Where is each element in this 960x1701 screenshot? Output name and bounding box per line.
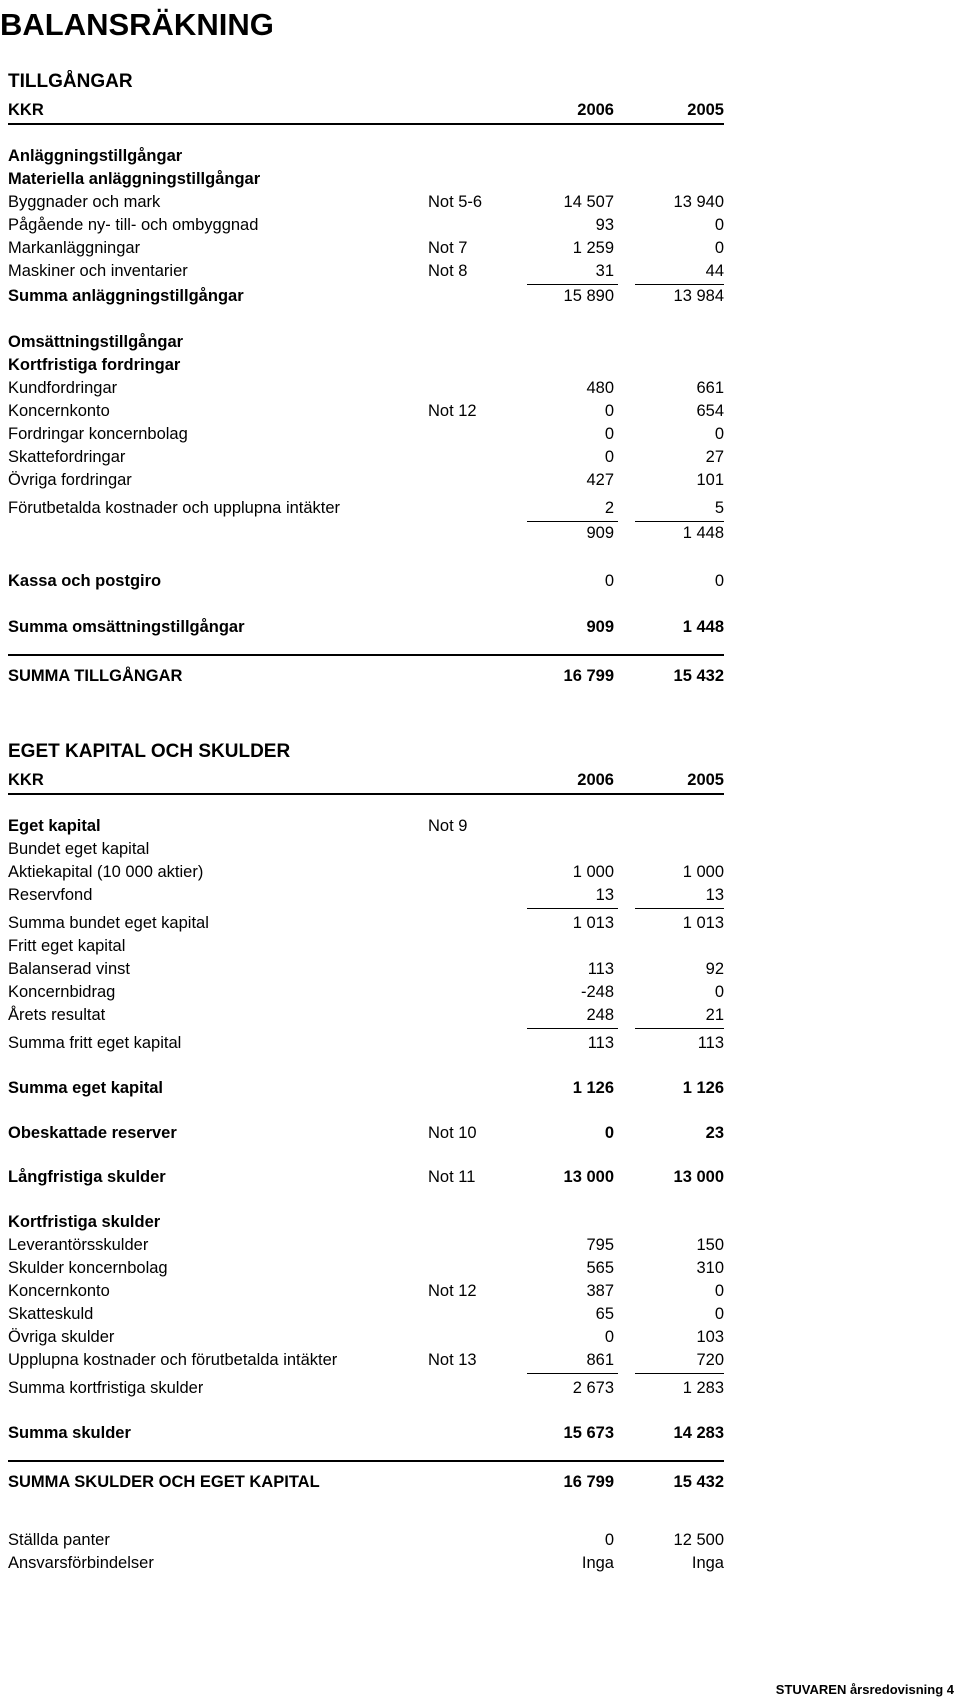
table-row: Koncernbidrag -248 0 (8, 983, 724, 1001)
page-title: BALANSRÄKNING (0, 4, 292, 46)
total-rule (8, 1460, 724, 1462)
table-row: Aktiekapital (10 000 aktier) 1 000 1 000 (8, 863, 724, 881)
table-row: Kassa och postgiro 0 0 (8, 572, 724, 590)
total-rule (8, 654, 724, 656)
table-row: Förutbetalda kostnader och upplupna intäkter 2 5 (8, 499, 724, 517)
subtotal-row: Summa fritt eget kapital 113 113 (8, 1034, 724, 1052)
subtotal-row: Summa kortfristiga skulder 2 673 1 283 (8, 1379, 724, 1397)
underline (527, 1373, 618, 1374)
table-row: Koncernkonto Not 12 0 654 (8, 402, 724, 420)
assets-column-header: KKR 2006 2005 (8, 101, 724, 119)
page-footer: STUVAREN årsredovisning 4 (775, 1682, 954, 1697)
section-heading: Fritt eget kapital (8, 937, 126, 955)
table-row: Markanläggningar Not 7 1 259 0 (8, 239, 724, 257)
section-heading: Materiella anläggningstillgångar (8, 170, 261, 188)
section-heading: Eget kapital Not 9 (8, 817, 468, 835)
underline (635, 908, 724, 909)
table-row: Skulder koncernbolag 565 310 (8, 1259, 724, 1277)
grand-total-row: SUMMA TILLGÅNGAR 16 799 15 432 (8, 667, 724, 685)
total-row: Summa skulder 15 673 14 283 (8, 1424, 724, 1442)
liabilities-column-header: KKR 2006 2005 (8, 771, 724, 789)
total-row: Obeskattade reserver Not 10 0 23 (8, 1124, 724, 1142)
table-row: Upplupna kostnader och förutbetalda intäkter Not 13 861 720 (8, 1351, 724, 1369)
section-heading: Kortfristiga skulder (8, 1213, 161, 1231)
table-row: Skattefordringar 0 27 (8, 448, 724, 466)
table-row: Balanserad vinst 113 92 (8, 960, 724, 978)
total-row: Summa omsättningstillgångar 909 1 448 (8, 618, 724, 636)
total-row: Summa eget kapital 1 126 1 126 (8, 1079, 724, 1097)
header-rule (8, 793, 724, 795)
underline (527, 908, 618, 909)
table-row: Skatteskuld 65 0 (8, 1305, 724, 1323)
table-row: Pågående ny- till- och ombyggnad 93 0 (8, 216, 724, 234)
table-row: Fordringar koncernbolag 0 0 (8, 425, 724, 443)
pledges-row: Ställda panter 0 12 500 (8, 1531, 724, 1549)
subtotal-row: 909 1 448 (586, 524, 724, 542)
total-row: Långfristiga skulder Not 11 13 000 13 000 (8, 1168, 724, 1186)
table-row: Leverantörsskulder 795 150 (8, 1236, 724, 1254)
underline (635, 1373, 724, 1374)
table-row: Byggnader och mark Not 5-6 14 507 13 940 (8, 193, 724, 211)
table-row: Övriga skulder 0 103 (8, 1328, 724, 1346)
table-row: Maskiner och inventarier Not 8 31 44 (8, 262, 724, 280)
subtotal-row: Summa bundet eget kapital 1 013 1 013 (8, 914, 724, 932)
header-rule (8, 123, 724, 125)
assets-heading: TILLGÅNGAR (8, 71, 133, 92)
underline (527, 1028, 618, 1029)
contingent-row: Ansvarsförbindelser Inga Inga (8, 1554, 724, 1572)
grand-total-row: SUMMA SKULDER OCH EGET KAPITAL 16 799 15 432 (8, 1473, 724, 1491)
table-row: Reservfond 13 13 (8, 886, 724, 904)
subtotal-row: Summa anläggningstillgångar 15 890 13 984 (8, 287, 724, 305)
table-row: Årets resultat 248 21 (8, 1006, 724, 1024)
section-heading: Anläggningstillgångar (8, 147, 183, 165)
section-heading: Omsättningstillgångar (8, 333, 184, 351)
table-row: Kundfordringar 480 661 (8, 379, 724, 397)
liabilities-heading: EGET KAPITAL OCH SKULDER (8, 741, 291, 762)
table-row: Övriga fordringar 427 101 (8, 471, 724, 489)
table-row: Koncernkonto Not 12 387 0 (8, 1282, 724, 1300)
section-heading: Bundet eget kapital (8, 840, 150, 858)
underline (635, 1028, 724, 1029)
section-heading: Kortfristiga fordringar (8, 356, 181, 374)
